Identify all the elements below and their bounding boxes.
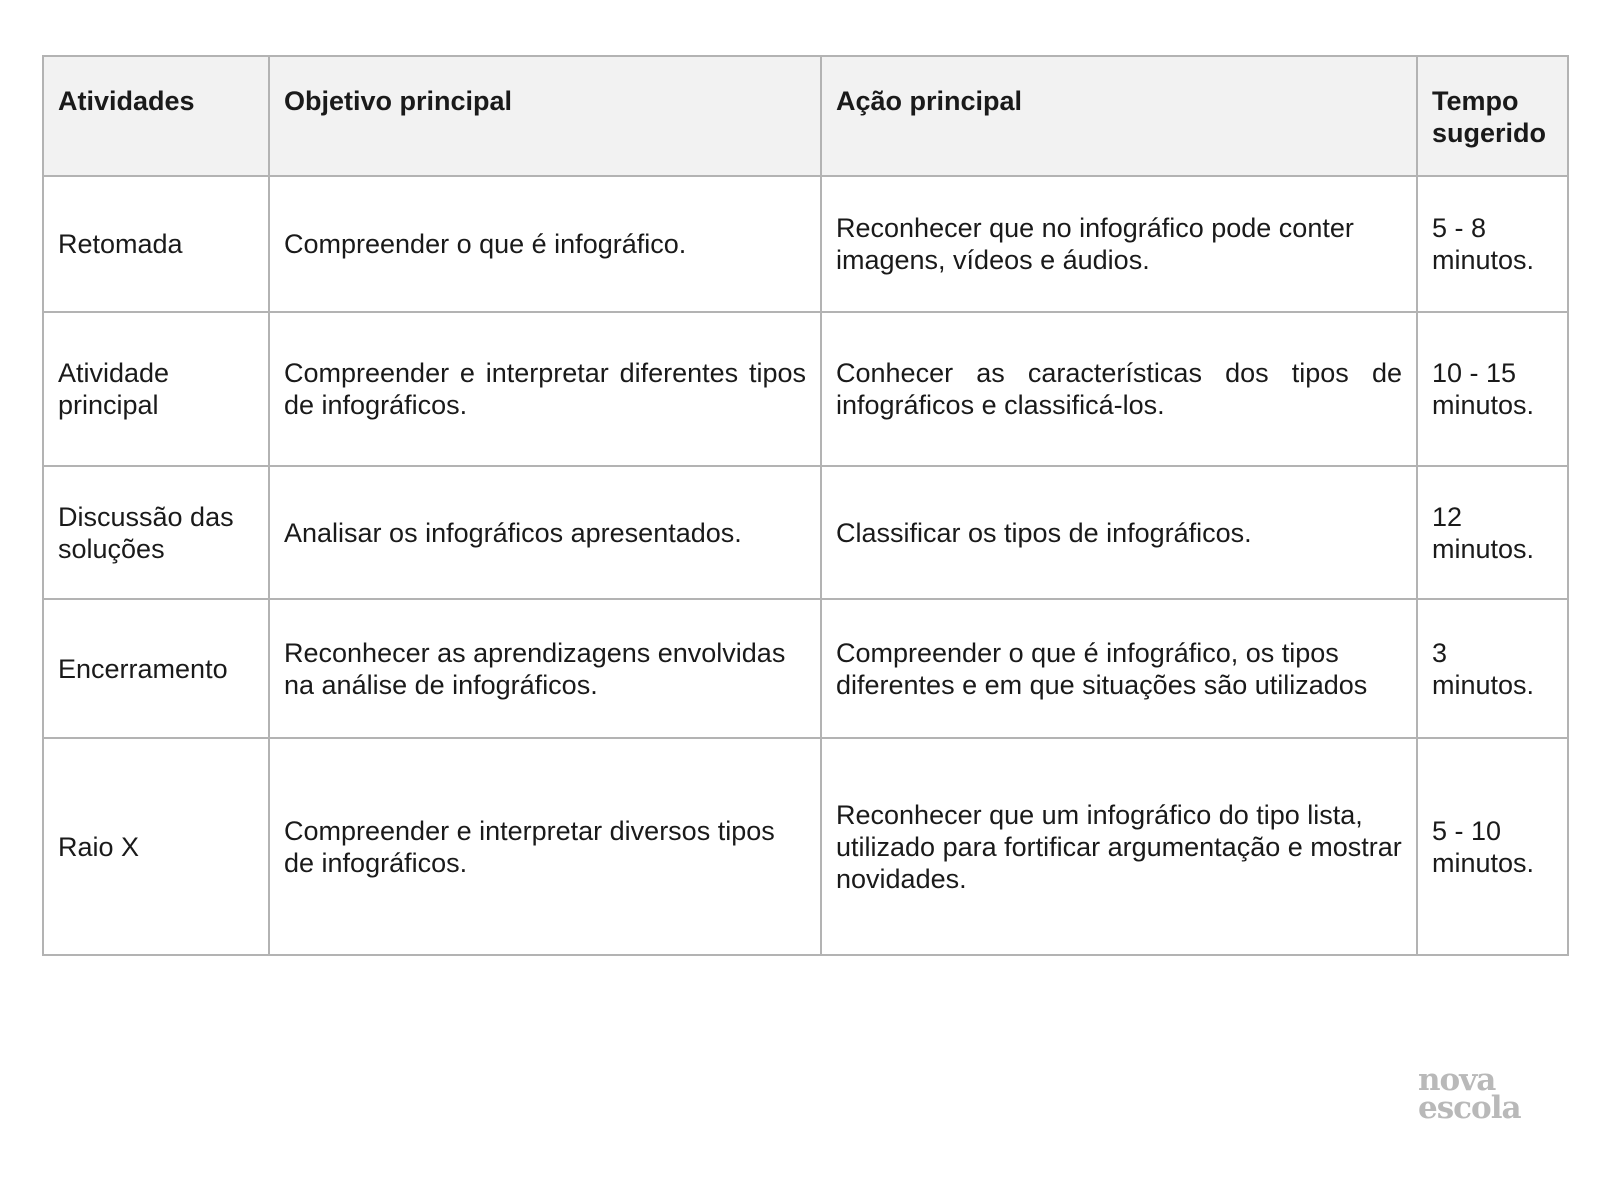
- cell-atividade: Raio X: [43, 738, 269, 955]
- table-row: [43, 176, 1568, 312]
- header-atividades: Atividades: [43, 56, 269, 176]
- cell-tempo: 5 - 8 minutos.: [1417, 176, 1568, 312]
- cell-objetivo: Analisar os infográficos apresentados.: [269, 466, 821, 599]
- table-header: [43, 56, 1568, 176]
- cell-tempo: 3 minutos.: [1417, 599, 1568, 738]
- header-acao-principal: Ação principal: [821, 56, 1417, 176]
- table-row: [43, 738, 1568, 955]
- cell-acao: Compreender o que é infográfico, os tipos diferentes e em que situações são utilizados: [821, 599, 1417, 738]
- cell-acao: Classificar os tipos de infográficos.: [821, 466, 1417, 599]
- cell-acao: Conhecer as características dos tipos de infográficos e classificá-los.: [821, 312, 1417, 466]
- cell-objetivo: Compreender e interpretar diversos tipos de infográficos.: [269, 738, 821, 955]
- cell-atividade: Atividade principal: [43, 312, 269, 466]
- logo-line-escola: escola: [1418, 1090, 1521, 1126]
- table-row: [43, 312, 1568, 466]
- lesson-plan-table: [42, 55, 1569, 956]
- cell-tempo: 10 - 15 minutos.: [1417, 312, 1568, 466]
- table-body: [43, 176, 1568, 955]
- cell-atividade: Retomada: [43, 176, 269, 312]
- table-row: [43, 599, 1568, 738]
- header-tempo-sugerido: Tempo sugerido: [1417, 56, 1568, 176]
- cell-acao: Reconhecer que no infográfico pode conter imagens, vídeos e áudios.: [821, 176, 1417, 312]
- logo-line-nova: nova: [1418, 1062, 1496, 1098]
- cell-objetivo: Compreender o que é infográfico.: [269, 176, 821, 312]
- cell-objetivo: Compreender e interpretar diferentes tipos de infográficos.: [269, 312, 821, 466]
- cell-atividade: Discussão das soluções: [43, 466, 269, 599]
- cell-tempo: 12 minutos.: [1417, 466, 1568, 599]
- nova-escola-logo: [1418, 1062, 1521, 1126]
- cell-objetivo: Reconhecer as aprendizagens envolvidas na análise de infográficos.: [269, 599, 821, 738]
- cell-acao: Reconhecer que um infográfico do tipo lista, utilizado para fortificar argumentação e mostrar novidades.: [821, 738, 1417, 955]
- cell-tempo: 5 - 10 minutos.: [1417, 738, 1568, 955]
- table-row: [43, 466, 1568, 599]
- header-row: [43, 56, 1568, 176]
- header-objetivo-principal: Objetivo principal: [269, 56, 821, 176]
- cell-atividade: Encerramento: [43, 599, 269, 738]
